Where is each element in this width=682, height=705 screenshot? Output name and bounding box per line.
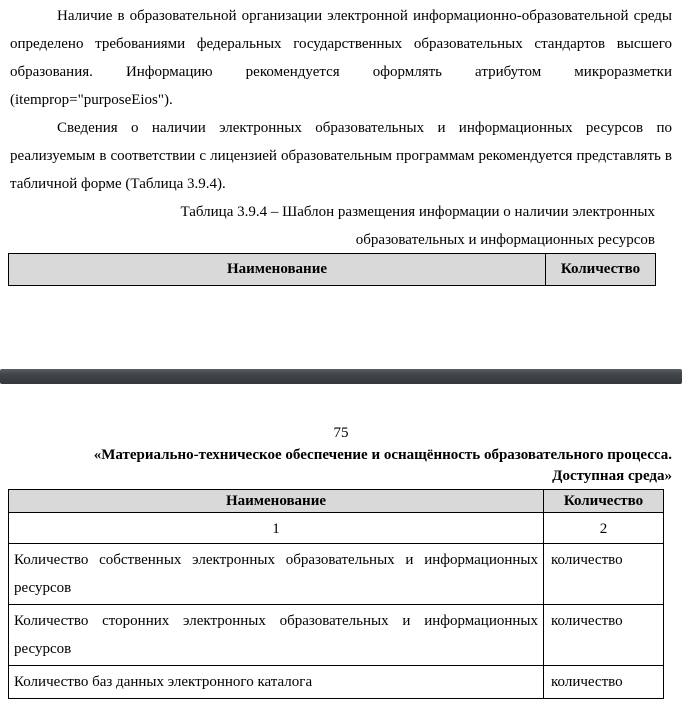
table-3-9-4-caption: Таблица 3.9.4 – Шаблон размещения информации о наличии электронных образовательных и информационных ресурсов — [180, 204, 655, 248]
row-own-resources-qty: количество — [544, 544, 664, 605]
table2-header-name: Наименование — [9, 490, 544, 513]
numbering-cell-2: 2 — [544, 513, 664, 544]
table2-header-qty: Количество — [544, 490, 664, 513]
page-break-separator — [0, 369, 682, 384]
table1-header-name: Наименование — [9, 254, 546, 286]
template-table-header — [8, 253, 656, 286]
row-own-resources-name: Количество собственных электронных образовательных и информационных ресурсов — [9, 544, 544, 605]
row-catalog-databases-qty: количество — [544, 666, 664, 699]
column-numbering-row — [9, 513, 664, 544]
table-row — [9, 544, 664, 605]
numbering-cell-1: 1 — [9, 513, 544, 544]
row-thirdparty-resources-qty: количество — [544, 605, 664, 666]
paragraph-resources: Сведения о наличии электронных образовательных и информационных ресурсов по реализуемым в соответствии с лицензией образовательным программам рекомендуется представлять в табличной форме (Таблица 3.9.4). — [10, 120, 672, 192]
table-row — [9, 666, 664, 699]
page-number: 75 — [333, 425, 349, 441]
table-row — [9, 605, 664, 666]
table-header-row — [9, 490, 664, 513]
resources-table — [8, 489, 664, 699]
page1-text-block — [10, 2, 672, 254]
table1-header-qty: Количество — [546, 254, 656, 286]
row-catalog-databases-name: Количество баз данных электронного каталога — [9, 666, 544, 699]
table-row — [9, 254, 656, 286]
row-thirdparty-resources-name: Количество сторонних электронных образовательных и информационных ресурсов — [9, 605, 544, 666]
caption-continuation: «Материально-техническое обеспечение и оснащённость образовательного процесса. Доступная среда» — [93, 447, 672, 484]
paragraph-eios: Наличие в образовательной организации электронной информационно-образовательной среды определено требованиями федеральных государственных образовательных стандартов высшего образования. Информацию рекомендуется оформлять атрибутом микроразметки (itemprop="purposeEios"). — [10, 8, 672, 108]
